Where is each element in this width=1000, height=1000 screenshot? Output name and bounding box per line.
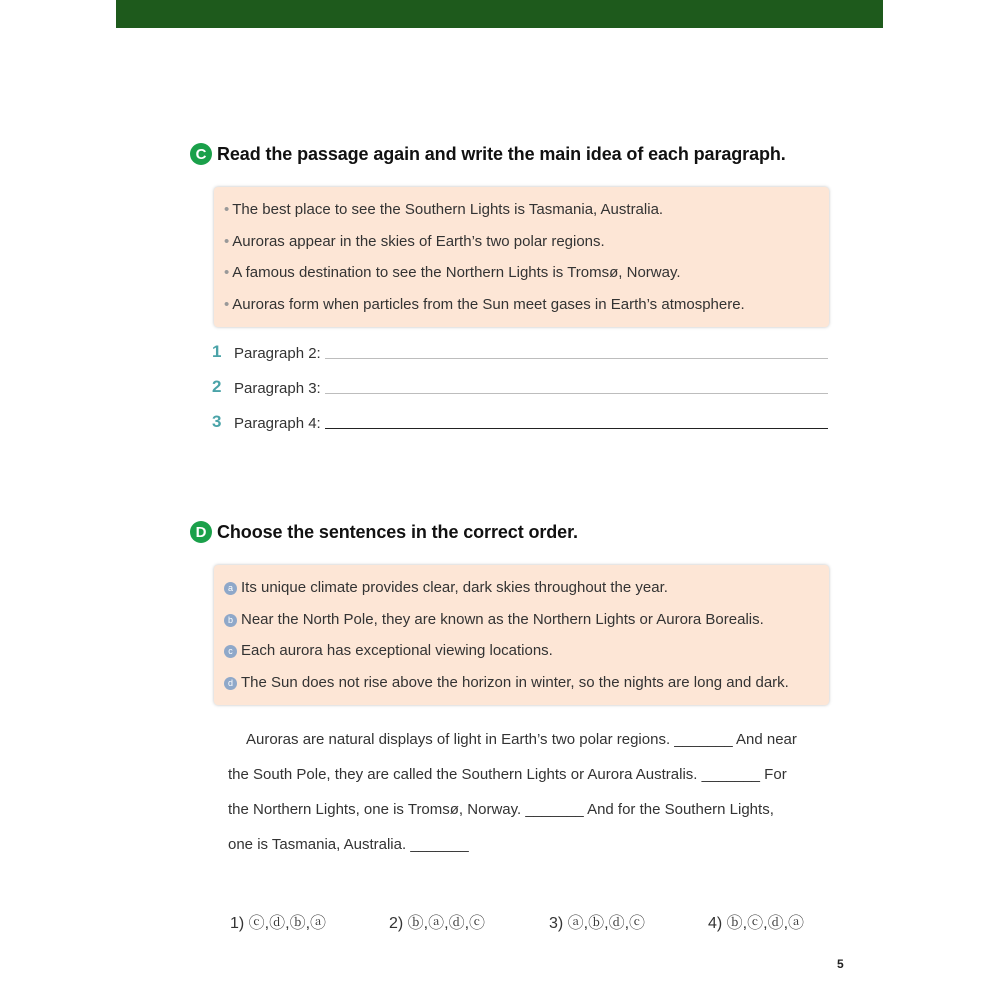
- main-idea-option: • Auroras appear in the skies of Earth’s two polar regions.: [224, 233, 605, 250]
- answer-option-3[interactable]: 3) ⓐ,ⓑ,ⓓ,ⓒ: [549, 915, 646, 932]
- passage-line-4: one is Tasmania, Australia. _______: [228, 836, 469, 853]
- answer-option-1[interactable]: 1) ⓒ,ⓓ,ⓑ,ⓐ: [230, 915, 327, 932]
- answer-option-4[interactable]: 4) ⓑ,ⓒ,ⓓ,ⓐ: [708, 915, 805, 932]
- header-bar: [116, 0, 883, 28]
- passage-line-1: Auroras are natural displays of light in Earth’s two polar regions. _______ And near: [246, 731, 797, 748]
- question-label: Paragraph 4:: [234, 415, 321, 432]
- section-d-heading: Choose the sentences in the correct order.: [217, 521, 578, 542]
- page-number: 5: [837, 957, 844, 971]
- answer-option-2[interactable]: 2) ⓑ,ⓐ,ⓓ,ⓒ: [389, 915, 486, 932]
- answer-line-3[interactable]: [325, 427, 828, 429]
- section-c-heading: Read the passage again and write the main idea of each paragraph.: [217, 143, 786, 164]
- sentence-option-d: d The Sun does not rise above the horizon in winter, so the nights are long and dark.: [224, 674, 789, 691]
- question-label: Paragraph 2:: [234, 345, 321, 362]
- passage-line-2: the South Pole, they are called the Southern Lights or Aurora Australis. _______ For: [228, 766, 787, 783]
- main-idea-options-box: [214, 187, 829, 327]
- main-idea-option: • Auroras form when particles from the Sun meet gases in Earth’s atmosphere.: [224, 296, 745, 313]
- main-idea-option: • A famous destination to see the Northern Lights is Tromsø, Norway.: [224, 264, 681, 281]
- answer-line-1[interactable]: [325, 357, 828, 359]
- letter-b-badge: b: [224, 614, 237, 627]
- question-number: 1: [212, 342, 222, 361]
- section-c-badge: C: [190, 143, 212, 165]
- sentence-option-c: c Each aurora has exceptional viewing locations.: [224, 642, 553, 659]
- question-row-1: [212, 342, 828, 362]
- sentence-options-box: [214, 565, 829, 705]
- question-row-2: [212, 377, 828, 397]
- passage-line-3: the Northern Lights, one is Tromsø, Norway. _______ And for the Southern Lights,: [228, 801, 774, 818]
- section-c-title: [190, 143, 786, 165]
- question-number: 2: [212, 377, 222, 396]
- letter-c-badge: c: [224, 645, 237, 658]
- section-d-title: [190, 521, 578, 543]
- section-d-badge: D: [190, 521, 212, 543]
- letter-d-badge: d: [224, 677, 237, 690]
- question-row-3: [212, 412, 828, 432]
- sentence-option-b: b Near the North Pole, they are known as the Northern Lights or Aurora Borealis.: [224, 611, 764, 628]
- sentence-option-a: a Its unique climate provides clear, dark skies throughout the year.: [224, 579, 668, 596]
- letter-a-badge: a: [224, 582, 237, 595]
- answer-line-2[interactable]: [325, 392, 828, 394]
- question-number: 3: [212, 412, 222, 431]
- main-idea-option: • The best place to see the Southern Lights is Tasmania, Australia.: [224, 201, 664, 218]
- question-label: Paragraph 3:: [234, 380, 321, 397]
